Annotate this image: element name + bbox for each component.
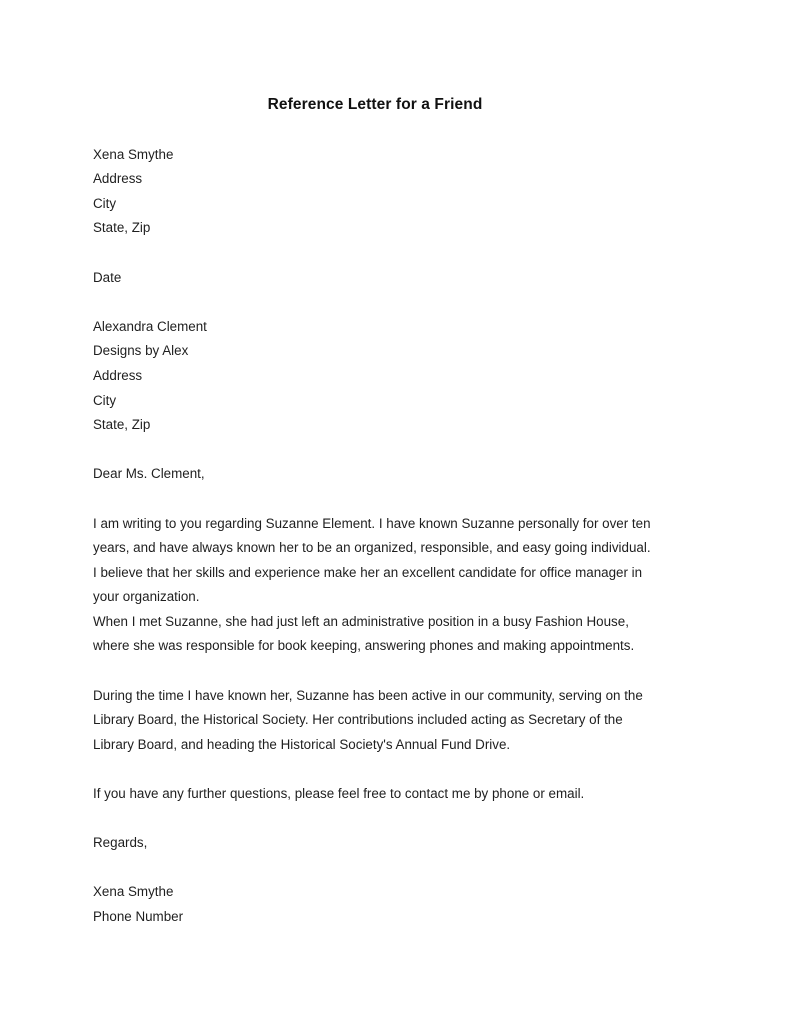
- sender-address-block: [93, 143, 657, 241]
- spacer-before-recipient: [93, 290, 657, 315]
- body-paragraph-3: During the time I have known her, Suzanne has been active in our community, serving on the Library Board, the Historical Society. Her contributions included acting as Secretary of the Library Board, and heading the Historical Society's Annual Fund Drive.: [93, 687, 643, 752]
- closing-salutation: Regards,: [93, 835, 148, 851]
- spacer-after-title: [93, 115, 657, 143]
- date-block: [93, 266, 657, 291]
- recipient-line: Alexandra Clement: [93, 318, 207, 334]
- sender-line: Address: [93, 171, 143, 187]
- body-paragraph-4: If you have any further questions, please feel free to contact me by phone or email.: [93, 786, 585, 802]
- spacer-before-paragraph-4: [93, 757, 657, 782]
- sender-line: Xena Smythe: [93, 146, 174, 162]
- recipient-line: Designs by Alex: [93, 343, 189, 359]
- signature-name: Xena Smythe: [93, 884, 174, 900]
- sender-line: State, Zip: [93, 220, 151, 236]
- recipient-address-block: [93, 315, 657, 438]
- body-paragraph-1: I am writing to you regarding Suzanne Element. I have known Suzanne personally for over ten years, and have always known her to be an organized, responsible, and easy going individual. I believe that her skills and experience make her an excellent candidate for office manager in your organization.: [93, 515, 651, 605]
- spacer-before-signature: [93, 856, 657, 881]
- recipient-line: Address: [93, 367, 143, 383]
- date-label: Date: [93, 269, 122, 285]
- spacer-before-date: [93, 241, 657, 266]
- recipient-line: State, Zip: [93, 417, 151, 433]
- salutation: Dear Ms. Clement,: [93, 466, 205, 482]
- letter-body: [93, 0, 657, 930]
- spacer-before-body: [93, 487, 657, 512]
- spacer-before-salutation: [93, 438, 657, 463]
- page-title: Reference Letter for a Friend: [267, 96, 483, 113]
- body-paragraph-2: When I met Suzanne, she had just left an administrative position in a busy Fashion House, where she was responsible for book keeping, answering phones and making appointments.: [93, 613, 635, 654]
- signature-phone: Phone Number: [93, 909, 184, 924]
- signature-block: [93, 880, 657, 929]
- spacer-before-closing: [93, 807, 657, 832]
- spacer-before-paragraph-3: [93, 659, 657, 684]
- recipient-line: City: [93, 392, 117, 408]
- sender-line: City: [93, 195, 117, 211]
